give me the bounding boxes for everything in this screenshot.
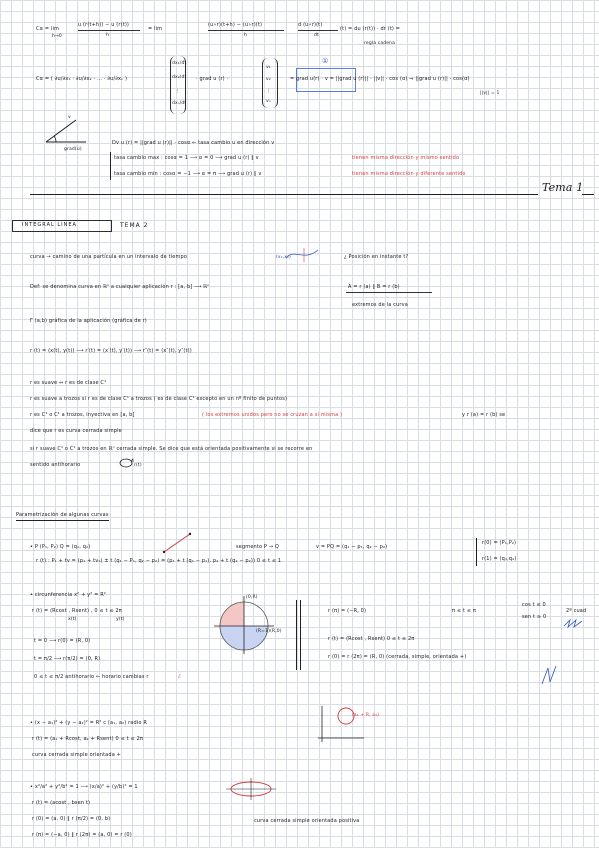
circle-orientation-note: 0 ≤ t ≤ π/2 antihorario ← horario cambias r xyxy=(34,674,149,680)
segment-start: r(0) = (P₁,P₂) xyxy=(482,540,517,546)
column-entry: ⋮ xyxy=(266,89,271,94)
coordinate-label: (x₁,x₂) xyxy=(276,255,291,260)
directional-derivative-def: Dv u (r) = ||grad u (r)|| · cosα ← tasa cambio u en dirección v xyxy=(112,140,275,146)
ellipse-title: • x²/a² + y²/b² = 1 ⟶ (x/a)² + (y/b)² = 1 xyxy=(30,784,138,790)
circle-den-x: x(t) xyxy=(68,617,77,622)
segment-sketch xyxy=(160,530,196,556)
column-entry: dx₂/dt xyxy=(172,75,187,80)
ellipse-points-2: r (π) = (−a, 0) ∥ r (2π) = (a, 0) = r (0) xyxy=(32,832,132,838)
bullet-injective: r es C¹ o C¹ a trozos, inyectiva en [a, b] xyxy=(30,412,135,418)
general-circle-param: r (t) = (a₁ + Rcost, a₂ + Rsent) 0 ≤ t ≤ 2π xyxy=(32,736,144,742)
bullet-orientation: si r suave C¹ o C¹ a trozos en ℝⁿ cerrada simple. Se dice que está orientada positivamente si se recorre en xyxy=(30,446,313,452)
fraction-bar-3 xyxy=(298,30,338,31)
red-mark: ℰ xyxy=(178,674,182,680)
fraction-bar xyxy=(78,30,140,31)
bullet-injective-note: ( los extremos unidos pero no se cruzan a sí misma ) xyxy=(202,412,343,418)
bullet-orientation-end: sentido antihorario xyxy=(30,462,81,468)
fraction-denominator-3: dt xyxy=(314,33,319,38)
ellipse-param: r (t) = (acost , bsen t) xyxy=(32,800,91,806)
graph-line: Γ (a,b) gráfica de la aplicación (gráfica de r) xyxy=(30,318,147,324)
segment-bracket xyxy=(476,538,477,566)
circle-den-y: y(t) xyxy=(116,617,125,622)
axis-top-label: (0,R) xyxy=(246,595,258,600)
segment-points: • P (P₁, P₂) Q = (q₁, q₂) xyxy=(30,544,91,550)
section-title: TEMA 2 xyxy=(120,222,149,229)
position-question: ¿ Posición en instante t? xyxy=(344,254,409,260)
circle-point-pi2: t = π/2 ⟶ r(π/2) = (0, R) xyxy=(34,656,101,662)
segment-vector: v = PQ = (q₁ − p₁, q₂ − p₂) xyxy=(316,544,388,550)
chain-rule-note: regla cadena xyxy=(364,41,396,46)
circle-diagram xyxy=(212,594,276,656)
limit-expression-2: = lim xyxy=(148,26,163,32)
segment-end: r(1) = (q₁,q₂) xyxy=(482,556,517,562)
double-bar-left xyxy=(296,600,297,670)
tema-1-label: Tema 1 xyxy=(542,181,584,194)
max-rate-line: tasa cambio max : cosα = 1 ⟶ α = 0 ⟶ grad u (r) ∥ v xyxy=(114,155,259,161)
fraction-denominator: h xyxy=(106,33,110,38)
limit-subscript: h→0 xyxy=(52,34,62,39)
bullet-injective-end: y r (a) = r (b) se xyxy=(462,412,506,418)
fraction-denominator-2: h xyxy=(244,33,248,38)
vector-v-label: v xyxy=(68,115,71,120)
circle-r-pi: r (π) = (−R, 0) xyxy=(328,608,367,614)
general-circle-point: (a₁ + R, a₂) xyxy=(352,713,380,718)
circle-title: • circunferencia x² + y² = R² xyxy=(30,592,107,598)
bullet-smooth: r es suave ⇔ r es de clase C¹ xyxy=(30,380,107,386)
column-entry: ⋮ xyxy=(175,89,180,94)
circled-number: ① xyxy=(322,57,329,65)
grad-u-expression: · grad u (r) · xyxy=(196,76,229,82)
section-tag: INTEGRAL LINEA xyxy=(22,222,77,228)
column-entry: v₁ xyxy=(266,65,271,70)
curve-definition: curva → camino de una partícula en un intervalo de tiempo xyxy=(30,254,188,260)
gradient-row-vector: Cα = ( ∂u/∂x₁ · ∂u/∂x₂ · … · ∂u/∂xₙ ) xyxy=(36,76,128,82)
circle-closed: r (0) = r (2π) = (R, 0) (cerrada, simple, orientada +) xyxy=(328,654,467,660)
column-entry: v₂ xyxy=(266,77,271,82)
circle-point-0: t = 0 ⟶ r(0) = (R, 0) xyxy=(34,638,91,644)
double-bar-right xyxy=(300,600,301,670)
column-entry: vₙ xyxy=(266,99,271,104)
max-rate-note: tienen misma dirección y mismo sentido xyxy=(352,155,460,161)
curve-endpoints: A = r (a) ∥ B = r (b) xyxy=(348,284,400,290)
angle-diagram xyxy=(42,112,92,148)
dot-product-expression: = grad u(r) · v = ||grad u (r)|| · ||v|| · cos (α) ⇒ ||grad u (r)|| · cos(α) xyxy=(290,76,470,82)
ellipse-diagram xyxy=(226,778,276,800)
min-rate-note: tienen misma dirección y diferente sentido xyxy=(352,171,466,177)
column-entry: dx₁/dt xyxy=(172,61,187,66)
bracket-line xyxy=(110,152,111,180)
general-circle-diagram xyxy=(316,704,366,744)
endpoints-note: extremos de la curva xyxy=(352,302,408,308)
unit-vector-note: ||v|| = 1 xyxy=(480,91,500,96)
endpoints-underline xyxy=(346,292,432,293)
column-entry: dxₙ/dt xyxy=(172,101,187,106)
curve-def-formal: Def: se denomina curva en ℝⁿ a cualquier aplicación r : [a, b] ⟶ ℝⁿ xyxy=(30,284,210,290)
cos-condition: cos t ≤ 0 xyxy=(522,602,546,608)
fraction-bar-2 xyxy=(208,30,284,31)
segment-label: segmento P → Q xyxy=(236,544,279,550)
blue-scribble xyxy=(562,618,584,628)
general-circle-title: • (x − a₁)² + (y − a₂)² = R² c (a₁, a₂) radio R xyxy=(30,720,147,726)
circle-param: r (t) = (Rcost , Rsent) , 0 ≤ t ≤ 2π xyxy=(32,608,122,614)
limit-expression: Cα = lim xyxy=(36,26,60,32)
blue-scribble-2 xyxy=(540,664,558,686)
tema-divider xyxy=(30,194,538,195)
segment-parametrization: r (t) : P₁ + tv = (p₁ + tv₁) ± t (q₁ − P₁, q₂ − p₂) = (p₁ + t (q₁ − p₁), p₂ + t (q₂ − p₂)) 0 ≤ t ≤ 1 xyxy=(36,558,282,564)
general-circle-note: curva cerrada simple orientada + xyxy=(32,752,122,758)
circle-r-pi-interval: π ≤ t ≤ π xyxy=(452,608,477,614)
chain-rule-expression: (t) = du (r(t)) · dr (t) = xyxy=(340,26,401,32)
ellipse-points-1: r (0) = (a, 0) ∥ r (π/2) = (0, b) xyxy=(32,816,111,822)
axis-right-label: (R=1)(R,0) xyxy=(256,629,282,634)
parametrization-heading: Parametrización de algunas curvas xyxy=(16,512,109,521)
bullet-closed-simple: dice que r es curva cerrada simple xyxy=(30,428,122,434)
bullet-piecewise: r es suave a trozos si r es de clase C¹ a trozos ( es de clase C¹ excepto en un nº finito de puntos) xyxy=(30,396,288,402)
grad-label: grad(u) xyxy=(64,147,82,152)
min-rate-line: tasa cambio min : cosα = −1 ⟶ α = π ⟶ grad u (r) ∥ v xyxy=(114,171,262,177)
quadrant-note: 2º cuad xyxy=(566,608,587,614)
sen-condition: sen t ≥ 0 xyxy=(522,614,547,620)
fraction-numerator-2: (u∘r)(t+h) − (u∘r)(t) xyxy=(208,22,263,28)
circle-param-full: r (t) = (Rcost , Rsent) 0 ≤ t ≤ 2π xyxy=(328,636,415,642)
tema-divider-end xyxy=(582,194,594,195)
fraction-numerator: u (r(t+h)) − u (r(t)) xyxy=(78,22,130,28)
ellipse-note: curva cerrada simple orientada positiva xyxy=(254,818,360,824)
derivatives-line: r (t) = (x(t), y(t)) ⟶ r′(t) = (x′(t), y′(t)) ⟶ r″(t) = (x″(t), y″(t)) xyxy=(30,348,192,354)
orientation-figure-label: r(t) xyxy=(134,463,142,468)
derivative-fraction: d (u∘r)(t) xyxy=(298,22,323,28)
